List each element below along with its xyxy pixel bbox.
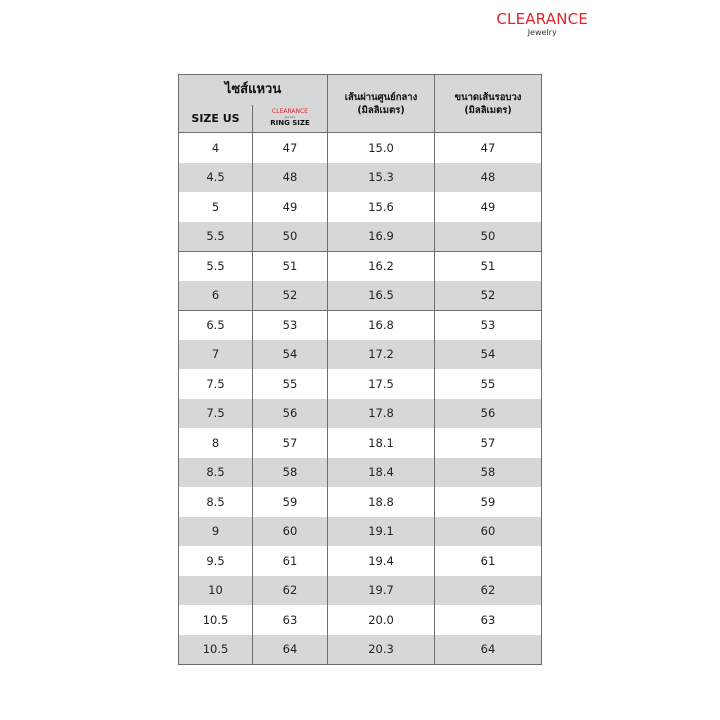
header-diameter-unit: (มิลลิเมตร)	[357, 104, 405, 116]
header-circumference-unit: (มิลลิเมตร)	[464, 104, 512, 116]
table-row	[179, 546, 541, 576]
diameter-cell: 17.5	[328, 369, 435, 399]
diameter-cell: 20.3	[328, 635, 435, 665]
header-brand-ring-size	[253, 105, 327, 132]
size-us-cell: 10.5	[179, 635, 253, 665]
size-us-cell: 4	[179, 133, 253, 163]
header-size-us: SIZE US	[179, 105, 253, 132]
diameter-cell: 15.0	[328, 133, 435, 163]
diameter-cell: 19.7	[328, 576, 435, 606]
size-us-cell: 8.5	[179, 487, 253, 517]
size-us-cell: 9	[179, 517, 253, 547]
diameter-cell: 18.4	[328, 458, 435, 488]
ring-size-table	[178, 74, 542, 665]
circumference-cell: 60	[480, 524, 496, 539]
brand-ring-size-cell: 61	[253, 546, 328, 576]
table-row	[179, 517, 541, 547]
brand-ring-size-cell: 56	[253, 399, 328, 429]
diameter-cell: 19.1	[328, 517, 435, 547]
table-row	[179, 605, 541, 635]
diameter-cell: 15.3	[328, 163, 435, 193]
size-us-cell: 6.5	[179, 311, 253, 340]
table-row	[179, 310, 541, 340]
circumference-cell: 54	[480, 347, 496, 362]
table-row	[179, 163, 541, 193]
header-circumference	[435, 75, 541, 132]
size-us-cell: 9.5	[179, 546, 253, 576]
circumference-cell: 59	[480, 494, 496, 509]
circumference-cell: 64	[480, 642, 496, 657]
brand-ring-size-cell: 51	[253, 252, 328, 281]
circumference-cell: 62	[480, 583, 496, 598]
circumference-cell: 48	[480, 170, 496, 185]
table-row	[179, 222, 541, 252]
diameter-cell: 16.8	[328, 311, 435, 340]
circumference-cell: 63	[480, 612, 496, 627]
header-brand-logo-sub: Jewelry	[284, 115, 296, 119]
brand-ring-size-cell: 54	[253, 340, 328, 370]
brand-ring-size-cell: 53	[253, 311, 328, 340]
size-us-cell: 5	[179, 192, 253, 222]
circumference-cell: 58	[480, 465, 496, 480]
size-us-cell: 4.5	[179, 163, 253, 193]
circumference-cell: 57	[480, 435, 496, 450]
diameter-cell: 16.5	[328, 281, 435, 311]
table-body	[179, 133, 541, 664]
brand-logo-tagline: Jewelry	[527, 28, 557, 37]
header-circumference-title: ขนาดเส้นรอบวง	[454, 91, 522, 103]
circumference-cell: 51	[480, 259, 496, 274]
table-row	[179, 635, 541, 665]
header-diameter	[328, 75, 435, 132]
diameter-cell: 18.1	[328, 428, 435, 458]
header-ring-size-group	[179, 75, 328, 132]
brand-ring-size-cell: 49	[253, 192, 328, 222]
diameter-cell: 20.0	[328, 605, 435, 635]
diameter-cell: 19.4	[328, 546, 435, 576]
size-us-cell: 5.5	[179, 222, 253, 252]
table-row	[179, 428, 541, 458]
header-brand-ring-size-label: RING SIZE	[270, 119, 310, 127]
table-row	[179, 251, 541, 281]
circumference-cell: 49	[480, 199, 496, 214]
brand-ring-size-cell: 60	[253, 517, 328, 547]
circumference-cell: 52	[480, 288, 496, 303]
brand-ring-size-cell: 58	[253, 458, 328, 488]
brand-ring-size-cell: 63	[253, 605, 328, 635]
table-row	[179, 369, 541, 399]
diameter-cell: 17.2	[328, 340, 435, 370]
size-us-cell: 8.5	[179, 458, 253, 488]
diameter-cell: 18.8	[328, 487, 435, 517]
brand-ring-size-cell: 62	[253, 576, 328, 606]
header-diameter-title: เส้นผ่านศูนย์กลาง	[344, 91, 418, 103]
table-row	[179, 576, 541, 606]
brand-ring-size-cell: 47	[253, 133, 328, 163]
diameter-cell: 16.9	[328, 222, 435, 252]
table-row	[179, 399, 541, 429]
table-row	[179, 487, 541, 517]
diameter-cell: 17.8	[328, 399, 435, 429]
table-row	[179, 192, 541, 222]
size-us-cell: 7.5	[179, 399, 253, 429]
brand-ring-size-cell: 64	[253, 635, 328, 665]
brand-ring-size-cell: 57	[253, 428, 328, 458]
size-us-cell: 5.5	[179, 252, 253, 281]
size-us-cell: 6	[179, 281, 253, 311]
size-us-cell: 10.5	[179, 605, 253, 635]
table-row	[179, 340, 541, 370]
circumference-cell: 56	[480, 406, 496, 421]
brand-ring-size-cell: 48	[253, 163, 328, 193]
brand-ring-size-cell: 59	[253, 487, 328, 517]
circumference-cell: 50	[480, 229, 496, 244]
header-brand-logo: CLEARANCE	[272, 108, 308, 115]
circumference-cell: 55	[480, 376, 496, 391]
size-us-cell: 7.5	[179, 369, 253, 399]
table-header	[179, 75, 541, 133]
brand-ring-size-cell: 52	[253, 281, 328, 311]
table-row	[179, 281, 541, 311]
brand-logo	[496, 10, 588, 38]
brand-ring-size-cell: 50	[253, 222, 328, 252]
diameter-cell: 15.6	[328, 192, 435, 222]
size-us-cell: 10	[179, 576, 253, 606]
circumference-cell: 53	[480, 318, 496, 333]
size-us-cell: 8	[179, 428, 253, 458]
diameter-cell: 16.2	[328, 252, 435, 281]
circumference-cell: 61	[480, 553, 496, 568]
size-us-cell: 7	[179, 340, 253, 370]
table-row	[179, 133, 541, 163]
circumference-cell: 47	[480, 140, 496, 155]
brand-logo-name: CLEARANCE	[496, 10, 588, 28]
brand-ring-size-cell: 55	[253, 369, 328, 399]
header-ring-size-title: ไซส์แหวน	[224, 82, 282, 97]
table-row	[179, 458, 541, 488]
